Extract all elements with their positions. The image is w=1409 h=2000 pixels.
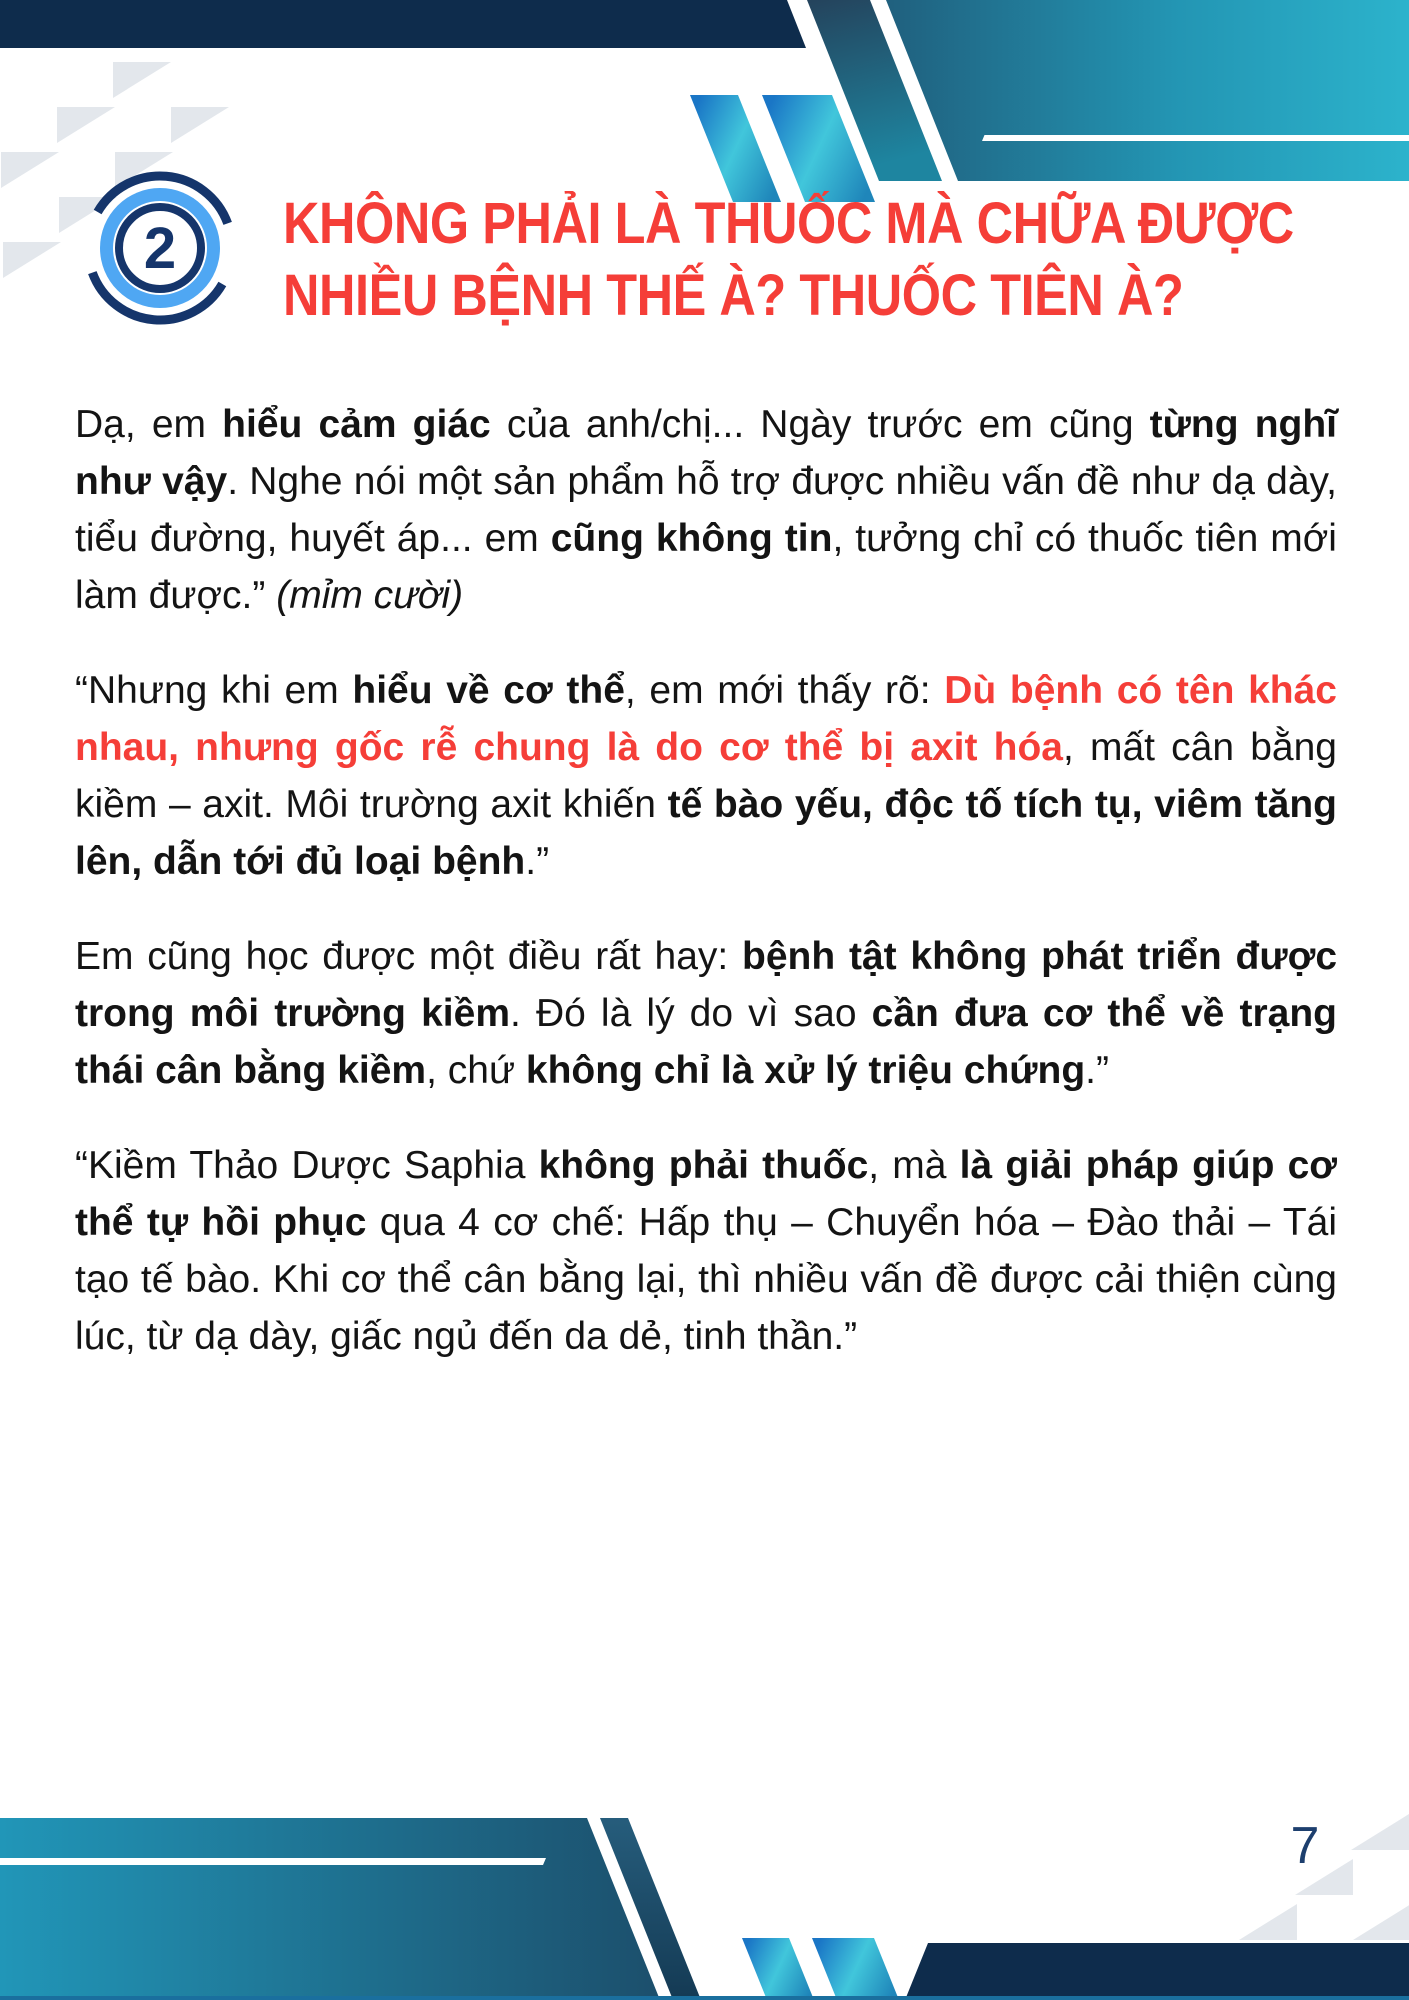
page-title-line1: KHÔNG PHẢI LÀ THUỐC MÀ CHỮA ĐƯỢC [283,191,1294,256]
corner-triangle [1351,1814,1409,1850]
footer-navy-band [905,1943,1409,2000]
text-run: “Kiềm Thảo Dược Saphia [75,1144,539,1187]
text-run: hiểu cảm giác [222,403,491,446]
text-run: Em cũng học được một điều rất hay: [75,935,743,978]
page-title [283,188,1294,332]
text-run: là giải pháp giúp cơ thể tự hồi phục [75,1144,1338,1244]
text-run: Dù bệnh có tên khác nhau, nhưng gốc rễ chung là do cơ thể bị axit hóa [75,669,1337,769]
text-run: tế bào yếu, độc tố tích tụ, viêm tăng lên, dẫn tới đủ loại bệnh [75,783,1337,883]
text-run: qua 4 cơ chế: Hấp thụ – Chuyển hóa – Đào thải – Tái tạo tế bào. Khi cơ thể cân bằng lại, thì nhiều vấn đề được cải thiện cùng lúc, từ dạ dày, giấc ngủ đến da dẻ, tinh thần.” [75,1201,1338,1358]
body-paragraph [75,928,1337,1099]
text-run: , tưởng chỉ có thuốc tiên mới làm được.” [75,517,1337,617]
footer-teal-shape [0,1818,660,2000]
text-run: (mỉm cười) [276,574,464,617]
text-run: , mà [868,1144,960,1187]
corner-triangle [1,152,59,188]
footer-bottom-strip [0,1996,1409,2000]
body-paragraph [75,396,1337,624]
badge-number: 2 [143,215,177,281]
corner-triangle [1353,1904,1409,1940]
text-run: .” [1085,1049,1109,1092]
body-paragraph [75,1137,1337,1365]
text-run: . Nghe nói một sản phẩm hỗ trợ được nhiều vấn đề như dạ dày, tiểu đường, huyết áp... em [75,460,1337,560]
text-run: .” [525,840,550,883]
footer-white-accent-line [0,1858,546,1865]
text-run: , mất cân bằng kiềm – axit. Môi trường axit khiến [75,726,1337,826]
text-run: không chỉ là xử lý triệu chứng [525,1049,1086,1092]
header-navy-band [0,0,806,48]
text-run: , chứ [426,1049,526,1092]
corner-triangle [1239,1904,1297,1940]
page-number: 7 [1290,1817,1320,1875]
text-run: “Nhưng khi em [75,669,353,712]
text-run: của anh/chị... Ngày trước em cũng [490,403,1150,446]
text-run: cần đưa cơ thể về trạng thái cân bằng kiềm [75,992,1337,1092]
body-text [75,396,1337,1403]
corner-triangle [3,242,61,278]
text-run: cũng không tin [550,517,833,560]
text-run: , em mới thấy rõ: [624,669,945,712]
corner-triangle [57,107,115,143]
section-number-badge [75,163,245,333]
text-run: . Đó là lý do vì sao [510,992,872,1035]
corner-triangle [171,107,229,143]
footer-blue-stripe [742,1938,814,2000]
body-paragraph [75,662,1337,890]
corner-triangle [113,62,171,98]
text-run: bệnh tật không phát triển được trong môi trường kiềm [75,935,1338,1035]
text-run: Dạ, em [75,403,223,446]
text-run: từng nghĩ như vậy [75,403,1337,503]
footer-blue-stripe [812,1938,899,2000]
header-blue-stripe [690,95,781,202]
header-teal-shape [886,0,1409,181]
header-white-accent-line [982,135,1409,141]
text-run: không phải thuốc [538,1144,869,1187]
page-title-line2: NHIỀU BỆNH THẾ À? THUỐC TIÊN À? [283,263,1184,328]
text-run: hiểu về cơ thể [352,669,625,712]
